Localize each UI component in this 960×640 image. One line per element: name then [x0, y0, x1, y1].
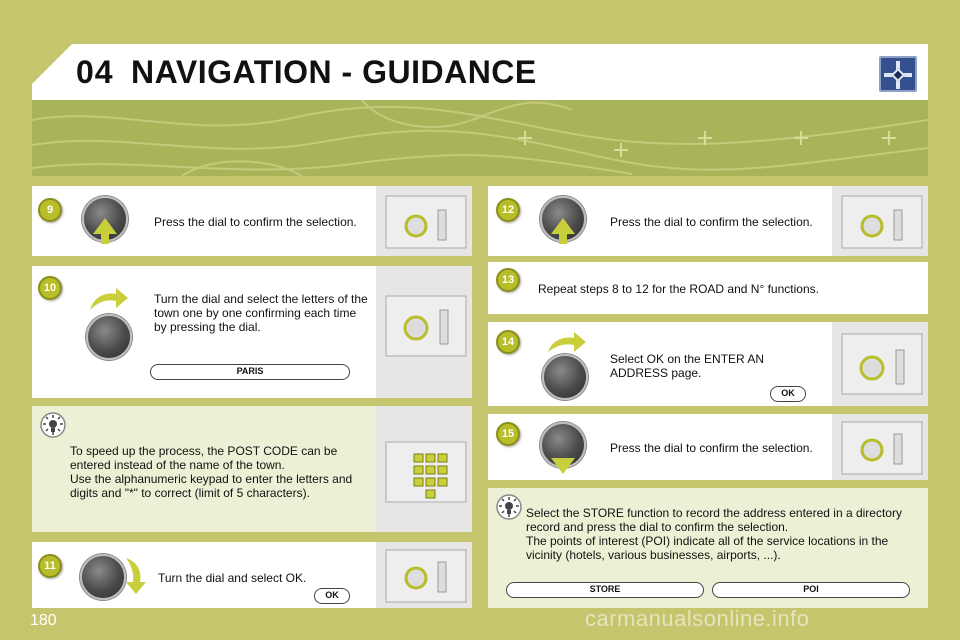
keypad-icon — [376, 406, 472, 532]
radio-device-image — [376, 266, 472, 398]
radio-panel-icon — [376, 542, 472, 608]
press-arrow-stem — [101, 234, 109, 244]
ok-button[interactable]: OK — [314, 588, 350, 604]
step-number-badge: 12 — [496, 198, 520, 222]
lightbulb-icon — [40, 412, 66, 438]
dial-icon — [542, 354, 588, 400]
turn-arrow-icon — [544, 330, 588, 354]
step-text: Press the dial to confirm the selection. — [610, 215, 813, 229]
radio-device-image — [376, 542, 472, 608]
map-banner — [32, 100, 928, 176]
dial-icon — [86, 314, 132, 360]
keypad-device-image — [376, 406, 472, 532]
radio-panel-icon — [832, 186, 928, 256]
radio-panel-icon — [376, 186, 472, 256]
radio-device-image — [376, 186, 472, 256]
radio-panel-icon — [832, 322, 928, 406]
radio-device-image — [832, 322, 928, 406]
paris-button[interactable]: PARIS — [150, 364, 350, 380]
radio-panel-icon — [376, 266, 472, 398]
watermark: carmanualsonline.info — [585, 606, 810, 631]
press-arrow-stem — [559, 234, 567, 244]
contour-map-icon — [32, 100, 928, 176]
press-arrow-icon — [551, 218, 575, 234]
step-number-badge: 15 — [496, 422, 520, 446]
chapter-number: 04 — [76, 54, 114, 90]
step-text: Turn the dial and select OK. — [158, 571, 307, 585]
step-number-badge: 10 — [38, 276, 62, 300]
step-text: Press the dial to confirm the selection. — [610, 441, 813, 455]
lightbulb-icon — [496, 494, 522, 520]
radio-device-image — [832, 186, 928, 256]
page-title: NAVIGATION - GUIDANCE — [131, 54, 537, 90]
step-number-badge: 9 — [38, 198, 62, 222]
radio-panel-icon — [832, 414, 928, 480]
tip-text: Select the STORE function to record the address entered in a directory record and press the dial to confirm the selection. The points of interest (POI) indicate all of the service locations in the vicinity (hotels, various businesses, airports, ...). — [526, 506, 902, 562]
turn-down-arrow-icon — [124, 556, 150, 596]
crossroads-icon — [879, 56, 917, 92]
page-number: 180 — [30, 612, 57, 629]
press-arrow-icon — [551, 458, 575, 474]
turn-arrow-icon — [86, 286, 130, 312]
tip-text: To speed up the process, the POST CODE can be entered instead of the name of the town. Use the alphanumeric keypad to enter the letters and digits and "*" to correct (limit of 5 characters). — [70, 444, 353, 500]
step-text: Press the dial to confirm the selection. — [154, 215, 357, 229]
step-text: Turn the dial and select the letters of the town one by one confirming each time by pressing the dial. — [154, 292, 368, 334]
ok-button[interactable]: OK — [770, 386, 806, 402]
store-button[interactable]: STORE — [506, 582, 704, 598]
radio-device-image — [832, 414, 928, 480]
step-number-badge: 13 — [496, 268, 520, 292]
step-number-badge: 14 — [496, 330, 520, 354]
press-arrow-icon — [93, 218, 117, 234]
dial-icon — [80, 554, 126, 600]
step-text: Select OK on the ENTER AN ADDRESS page. — [610, 352, 765, 380]
step-number-badge: 11 — [38, 554, 62, 578]
step-text: Repeat steps 8 to 12 for the ROAD and N° functions. — [538, 282, 819, 296]
poi-button[interactable]: POI — [712, 582, 910, 598]
